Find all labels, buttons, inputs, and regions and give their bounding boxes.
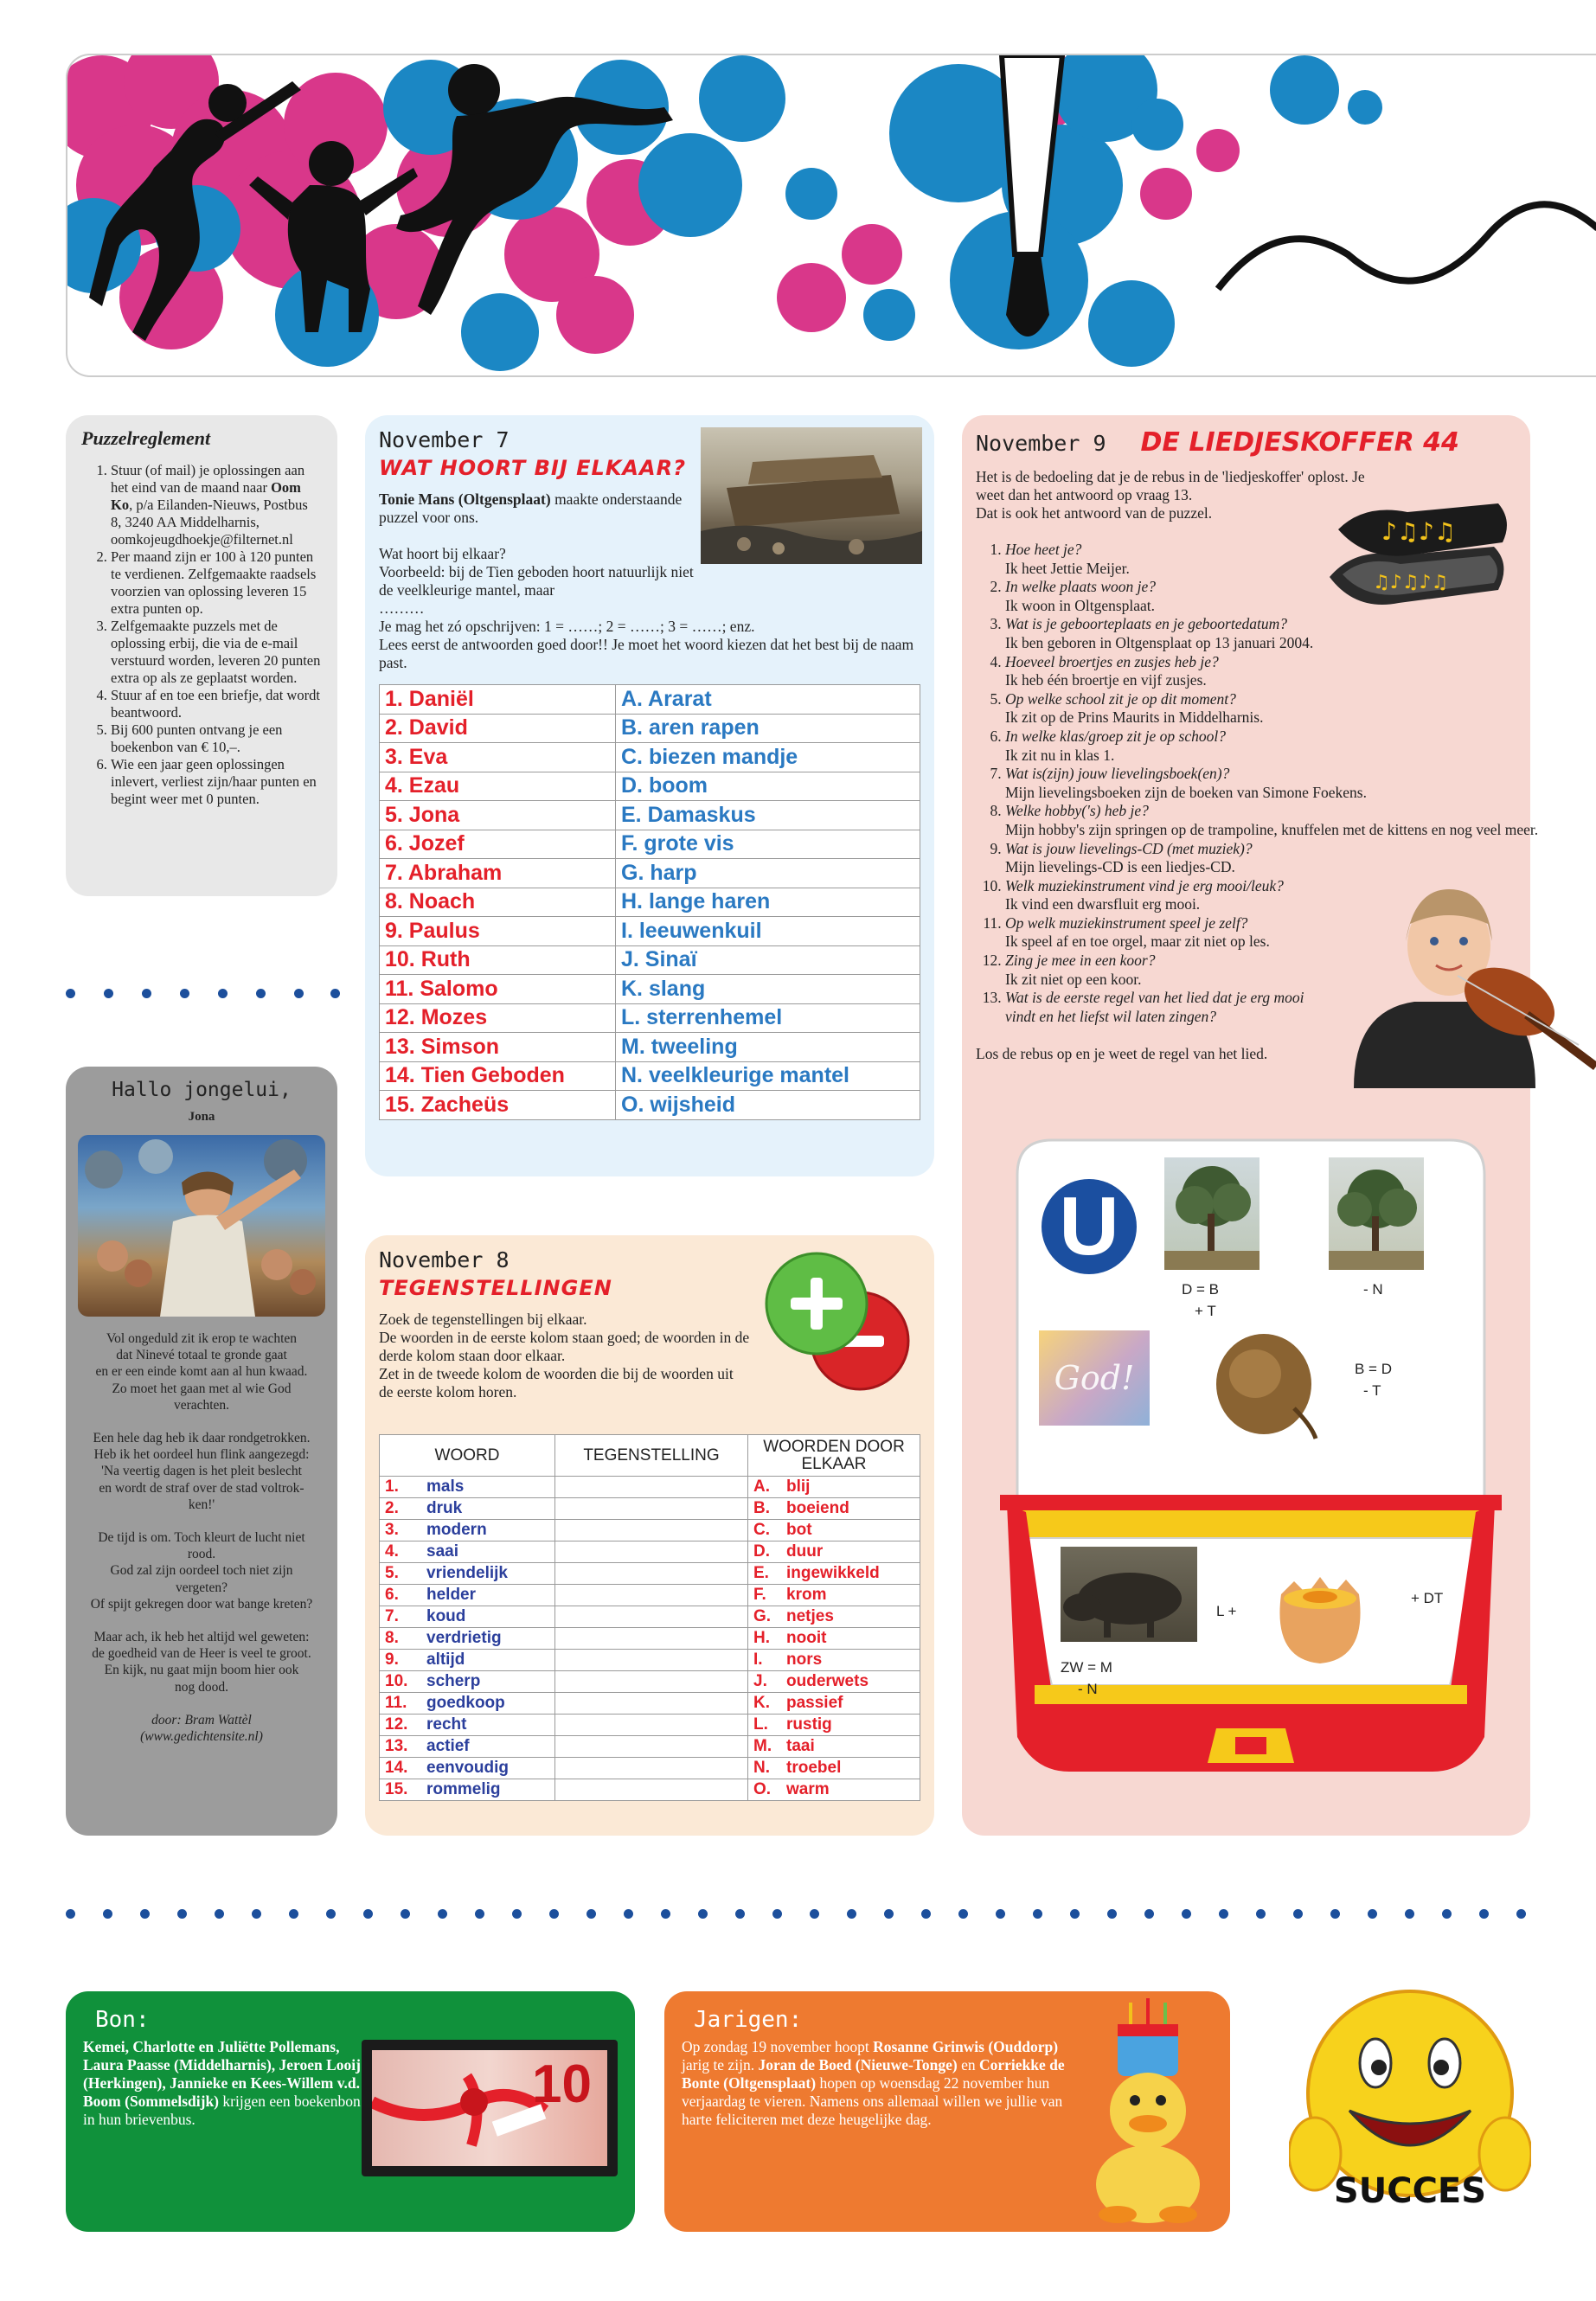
bon-text: Kemei, Charlotte en Juliëtte Pollemans, Laura Paasse (Middelharnis), Jeroen Looij (Herkingen), Jannieke en Kees-Willem v.d. Boom (Sommelsdijk) krijgen een boekenbon in hun brievenbus. [83, 2038, 361, 2128]
opposite-row [380, 1477, 920, 1498]
rebus-label: + DT [1411, 1590, 1444, 1606]
tree-image [1329, 1157, 1424, 1270]
bon-title: Bon: [95, 2007, 150, 2033]
word-cell: 5. vriendelijk [380, 1563, 555, 1585]
u-sign-icon: U [1042, 1179, 1137, 1274]
poem-stanza: Vol ongeduld zit ik erop te wachten dat Ninevé totaal te gronde gaat en er een einde komt aan al hun kwaad. Zo moet het gaan met al wie God verachten. [95, 1331, 308, 1413]
answer-input-cell[interactable] [555, 1671, 748, 1693]
match-row [380, 801, 920, 830]
interview-item: 3. Wat is je geboorteplaats en je geboortedatum? Ik ben geboren in Oltgensplaat op 13 januari 2004. [1005, 615, 1542, 652]
opposite-row [380, 1715, 920, 1736]
interview-item: 11. Op welk muziekinstrument speel je zelf? Ik speel af en toe orgel, maar zit niet op les. [1005, 914, 1542, 952]
match-table [379, 684, 920, 1120]
puzzle-november-8 [365, 1235, 934, 1836]
match-row [380, 945, 920, 975]
opposite-row [380, 1585, 920, 1606]
answer-input-cell[interactable] [555, 1477, 748, 1498]
rule-item: 4. Stuur af en toe een briefje, dat wordt beantwoord. [111, 687, 322, 721]
rules-title: Puzzelreglement [81, 427, 211, 449]
banknote-value: 10 [532, 2054, 592, 2114]
header-illustration [67, 55, 1596, 375]
opposite-row [380, 1498, 920, 1520]
match-row [380, 830, 920, 859]
answer-input-cell[interactable] [555, 1498, 748, 1520]
interview-item: 7. Wat is(zijn) jouw lievelingsboek(en)? Mijn lievelingsboeken zijn de boeken van Simone Foekens. [1005, 765, 1542, 802]
mixed-word-cell: K. passief [748, 1693, 920, 1715]
mixed-word-cell: A. blij [748, 1477, 920, 1498]
word-cell: 15. rommelig [380, 1779, 555, 1801]
mixed-word-cell: F. krom [748, 1585, 920, 1606]
puzzle-date: November 8 [379, 1247, 510, 1272]
name-cell: 14. Tien Geboden [380, 1061, 616, 1091]
god-picture: God! [1039, 1330, 1150, 1426]
rebus-label: L + [1216, 1603, 1237, 1619]
answer-input-cell[interactable] [555, 1650, 748, 1671]
opposite-row [380, 1628, 920, 1650]
answer-input-cell[interactable] [555, 1563, 748, 1585]
rule-item: 6. Wie een jaar geen oplossingen inlevert, verliest zijn/haar punten en begint weer met 0 punten. [111, 756, 322, 808]
word-cell: 2. druk [380, 1498, 555, 1520]
answer-cell: J. Sinaï [616, 945, 920, 975]
match-row [380, 685, 920, 715]
opposite-row [380, 1671, 920, 1693]
dot-divider-full [66, 1909, 1536, 1921]
puzzle-november-7 [365, 415, 934, 1176]
poem-stanza: Een hele dag heb ik daar rondgetrokken. Heb ik het oordeel hun flink aangezegd: 'Na veertig dagen is het pleit beslecht en wordt de straf over de stad voltrok- ken!' [93, 1431, 311, 1512]
puzzle-instructions: Zoek de tegenstellingen bij elkaar. De woorden in de eerste kolom staan goed; de woorden in de derde kolom staan door elkaar. Zet in de tweede kolom de woorden die bij de woorden uit de eerste kolom horen. [379, 1311, 750, 1400]
egg-image [1268, 1547, 1372, 1668]
rebus-label: - N [1078, 1681, 1098, 1697]
interview-item: 9. Wat is jouw lievelings-CD (met muziek)? Mijn lievelings-CD is een liedjes-CD. [1005, 840, 1542, 877]
opposites-table [379, 1434, 920, 1801]
answer-input-cell[interactable] [555, 1736, 748, 1758]
word-cell: 6. helder [380, 1585, 555, 1606]
answer-cell: G. harp [616, 859, 920, 888]
interview-item: 6. In welke klas/groep zit je op school? Ik zit nu in klas 1. [1005, 727, 1542, 765]
succes-text: SUCCES [1333, 2171, 1487, 2211]
opposite-row [380, 1650, 920, 1671]
match-row [380, 859, 920, 888]
answer-cell: H. lange haren [616, 888, 920, 917]
puzzle-title: TEGENSTELLINGEN [379, 1276, 612, 1300]
mixed-word-cell: O. warm [748, 1779, 920, 1801]
beet-image [1208, 1322, 1320, 1443]
boar-image [1061, 1547, 1197, 1642]
name-cell: 9. Paulus [380, 917, 616, 946]
name-cell: 10. Ruth [380, 945, 616, 975]
answer-input-cell[interactable] [555, 1628, 748, 1650]
name-cell: 11. Salomo [380, 975, 616, 1004]
puzzle-date: November 9 [976, 431, 1106, 456]
match-row [380, 975, 920, 1004]
poem-title: Hallo jongelui, [112, 1079, 292, 1101]
poem-stanza: De tijd is om. Toch kleurt de lucht niet rood. God zal zijn oordeel toch niet zijn vergeten? Of spijt gekregen door wat bange kreten? [90, 1530, 313, 1612]
answer-cell: E. Damaskus [616, 801, 920, 830]
succes-smiley [1289, 1981, 1531, 2240]
answer-cell: A. Ararat [616, 685, 920, 715]
col-header-mixed: WOORDEN DOOR ELKAAR [748, 1435, 920, 1477]
word-cell: 1. mals [380, 1477, 555, 1498]
word-cell: 14. eenvoudig [380, 1758, 555, 1779]
name-cell: 3. Eva [380, 743, 616, 772]
match-row [380, 1061, 920, 1091]
answer-input-cell[interactable] [555, 1585, 748, 1606]
mixed-word-cell: I. nors [748, 1650, 920, 1671]
word-cell: 3. modern [380, 1520, 555, 1541]
dot-divider-left [66, 989, 343, 1001]
birthdays-panel [664, 1991, 1230, 2232]
wavy-line [1218, 204, 1596, 289]
puzzle-intro: Tonie Mans (Oltgensplaat) maakte onderstaande puzzel voor ons. [379, 490, 683, 526]
word-cell: 7. koud [380, 1606, 555, 1628]
name-cell: 1. Daniël [380, 685, 616, 715]
puzzle-date: November 7 [379, 427, 510, 452]
rebus-label: - T [1363, 1382, 1381, 1399]
poem-subtitle: Jona [188, 1110, 215, 1124]
name-cell: 5. Jona [380, 801, 616, 830]
answer-cell: F. grote vis [616, 830, 920, 859]
rules-panel [66, 415, 337, 896]
name-cell: 7. Abraham [380, 859, 616, 888]
rebus-label: B = D [1355, 1361, 1392, 1377]
opposite-row [380, 1693, 920, 1715]
answer-cell: N. veelkleurige mantel [616, 1061, 920, 1091]
rebus-label: ZW = M [1061, 1659, 1112, 1676]
opposite-row [380, 1758, 920, 1779]
interview-item: 5. Op welke school zit je op dit moment? Ik zit op de Prins Maurits in Middelharnis. [1005, 690, 1542, 727]
answer-cell: D. boom [616, 772, 920, 801]
answer-cell: C. biezen mandje [616, 743, 920, 772]
answer-input-cell[interactable] [555, 1779, 748, 1801]
mixed-word-cell: C. bot [748, 1520, 920, 1541]
word-cell: 9. altijd [380, 1650, 555, 1671]
answer-cell: L. sterrenhemel [616, 1003, 920, 1033]
col-header-word: WOORD [380, 1435, 555, 1477]
mixed-word-cell: N. troebel [748, 1758, 920, 1779]
answer-input-cell[interactable] [555, 1606, 748, 1628]
poem-panel [66, 1067, 337, 1836]
mixed-word-cell: L. rustig [748, 1715, 920, 1736]
answer-input-cell[interactable] [555, 1541, 748, 1563]
interview-item: 10. Welk muziekinstrument vind je erg mooi/leuk? Ik vind een dwarsfluit erg mooi. [1005, 877, 1542, 914]
word-cell: 11. goedkoop [380, 1693, 555, 1715]
interview-item: 12. Zing je mee in een koor? Ik zit niet op een koor. [1005, 952, 1542, 989]
rule-item: 1. Stuur (of mail) je oplossingen aan het eind van de maand naar Oom Ko, p/a Eilanden-Nieuws, Postbus 8, 3240 AA Middelharnis, oomkojeugdhoekje@filternet.nl [111, 462, 322, 548]
name-cell: 6. Jozef [380, 830, 616, 859]
answer-cell: O. wijsheid [616, 1091, 920, 1120]
puzzle-instructions: Wat hoort bij elkaar? Voorbeeld: bij de Tien geboden hoort natuurlijk niet de veelkleurige mantel, maar ……… Je mag het zó opschrijven: 1 = ……; 2 = ……; 3 = ……; enz. Lees eerst de antwoorden goed door!! Je moet het woord kiezen dat het best bij de naam past. [379, 545, 914, 671]
name-cell: 12. Mozes [380, 1003, 616, 1033]
poem-image [78, 1135, 325, 1317]
rebus-label: D = B [1182, 1281, 1219, 1298]
bon-panel [66, 1991, 635, 2232]
mixed-word-cell: B. boeiend [748, 1498, 920, 1520]
name-cell: 15. Zacheüs [380, 1091, 616, 1120]
opposite-row [380, 1606, 920, 1628]
svg-text:♪♫♪♫: ♪♫♪♫ [1381, 517, 1456, 546]
interview-item: 13. Wat is de eerste regel van het lied dat je erg mooi vindt en het liefst wil laten zingen? [1005, 989, 1542, 1026]
match-row [380, 1003, 920, 1033]
birthdays-text: Op zondag 19 november hoopt Rosanne Grinwis (Ouddorp) jarig te zijn. Joran de Boed (Nieuwe-Tonge) en Corriekke de Bonte (Oltgensplaat) hopen op woensdag 22 november hun verjaardag te vieren. Namens ons allemaal willen we jullie van harte feliciteren met deze heugelijke dag. [682, 2038, 1065, 2128]
interview-item: 8. Welke hobby('s) heb je? Mijn hobby's zijn springen op de trampoline, knuffelen met de kittens en nog veel meer. [1005, 802, 1542, 839]
answer-input-cell[interactable] [555, 1520, 748, 1541]
rule-item: 2. Per maand zijn er 100 à 120 punten te verdienen. Zelfgemaakte raadsels voorzien van oplossing leveren 15 extra punten op. [111, 548, 322, 618]
mixed-word-cell: J. ouderwets [748, 1671, 920, 1693]
answer-cell: M. tweeling [616, 1033, 920, 1062]
interview-item: 2. In welke plaats woon je? Ik woon in Oltgensplaat. [1005, 578, 1542, 615]
girl-violin-image [1319, 872, 1596, 1088]
guitar-case-image [1321, 495, 1513, 642]
answer-cell: I. leeuwenkuil [616, 917, 920, 946]
birthday-duck-image [1083, 1998, 1213, 2225]
mixed-word-cell: E. ingewikkeld [748, 1563, 920, 1585]
rebus-label: - N [1363, 1281, 1383, 1298]
tree-image [1164, 1157, 1259, 1270]
rebus-suitcase [1000, 1131, 1502, 1806]
opposite-row [380, 1541, 920, 1563]
word-cell: 12. recht [380, 1715, 555, 1736]
col-header-opposite: TEGENSTELLING [555, 1435, 748, 1477]
mixed-word-cell: D. duur [748, 1541, 920, 1563]
puzzle-title: WAT HOORT BIJ ELKAAR? [379, 456, 686, 480]
match-row [380, 743, 920, 772]
name-cell: 4. Ezau [380, 772, 616, 801]
answer-cell: K. slang [616, 975, 920, 1004]
answer-input-cell[interactable] [555, 1693, 748, 1715]
interview-item: 1. Hoe heet je? Ik heet Jettie Meijer. [1005, 541, 1542, 578]
rule-item: 3. Zelfgemaakte puzzels met de oplossing erbij, die via de e-mail verstuurd worden, leveren 20 punten extra op als ze geplaatst worden. [111, 618, 322, 687]
rebus-label: + T [1195, 1303, 1216, 1319]
rules-list [81, 462, 322, 808]
opposite-row [380, 1520, 920, 1541]
match-row [380, 772, 920, 801]
puzzle-title: DE LIEDJESKOFFER 44 [1140, 427, 1459, 458]
banknote-image [362, 2040, 618, 2176]
word-cell: 8. verdrietig [380, 1628, 555, 1650]
poem-stanza: Maar ach, ik heb het altijd wel geweten: de goedheid van de Heer is veel te groot. En kijk, nu gaat mijn boom hier ook nog dood. [92, 1630, 311, 1695]
answer-input-cell[interactable] [555, 1715, 748, 1736]
name-cell: 8. Noach [380, 888, 616, 917]
mixed-word-cell: M. taai [748, 1736, 920, 1758]
name-cell: 13. Simson [380, 1033, 616, 1062]
ark-image [701, 427, 922, 564]
puzzle-november-9 [962, 415, 1539, 1836]
answer-input-cell[interactable] [555, 1758, 748, 1779]
puzzle-intro: Het is de bedoeling dat je de rebus in de 'liedjeskoffer' oplost. Je weet dan het antwoord op vraag 13. Dat is ook het antwoord van de puzzel. [976, 468, 1365, 522]
mixed-word-cell: G. netjes [748, 1606, 920, 1628]
interview-item: 4. Hoeveel broertjes en zusjes heb je? Ik heb één broertje en vijf zusjes. [1005, 653, 1542, 690]
match-row [380, 1091, 920, 1120]
birthdays-title: Jarigen: [694, 2007, 803, 2033]
mixed-word-cell: H. nooit [748, 1628, 920, 1650]
opposite-row [380, 1563, 920, 1585]
svg-text:♫♪♫♪♫: ♫♪♫♪♫ [1373, 572, 1449, 593]
match-row [380, 888, 920, 917]
plus-minus-icon [756, 1247, 920, 1394]
match-row [380, 714, 920, 743]
rule-item: 5. Bij 600 punten ontvang je een boekenbon van € 10,–. [111, 721, 322, 756]
word-cell: 13. actief [380, 1736, 555, 1758]
match-row [380, 1033, 920, 1062]
match-row [380, 917, 920, 946]
word-cell: 10. scherp [380, 1671, 555, 1693]
word-cell: 4. saai [380, 1541, 555, 1563]
name-cell: 2. David [380, 714, 616, 743]
opposite-row [380, 1779, 920, 1801]
header-banner [66, 54, 1596, 377]
opposite-row [380, 1736, 920, 1758]
poem-author: door: Bram Wattèl (www.gedichtensite.nl) [140, 1712, 263, 1745]
rebus-instruction: Los de rebus op en je weet de regel van het lied. [976, 1045, 1268, 1063]
answer-cell: B. aren rapen [616, 714, 920, 743]
